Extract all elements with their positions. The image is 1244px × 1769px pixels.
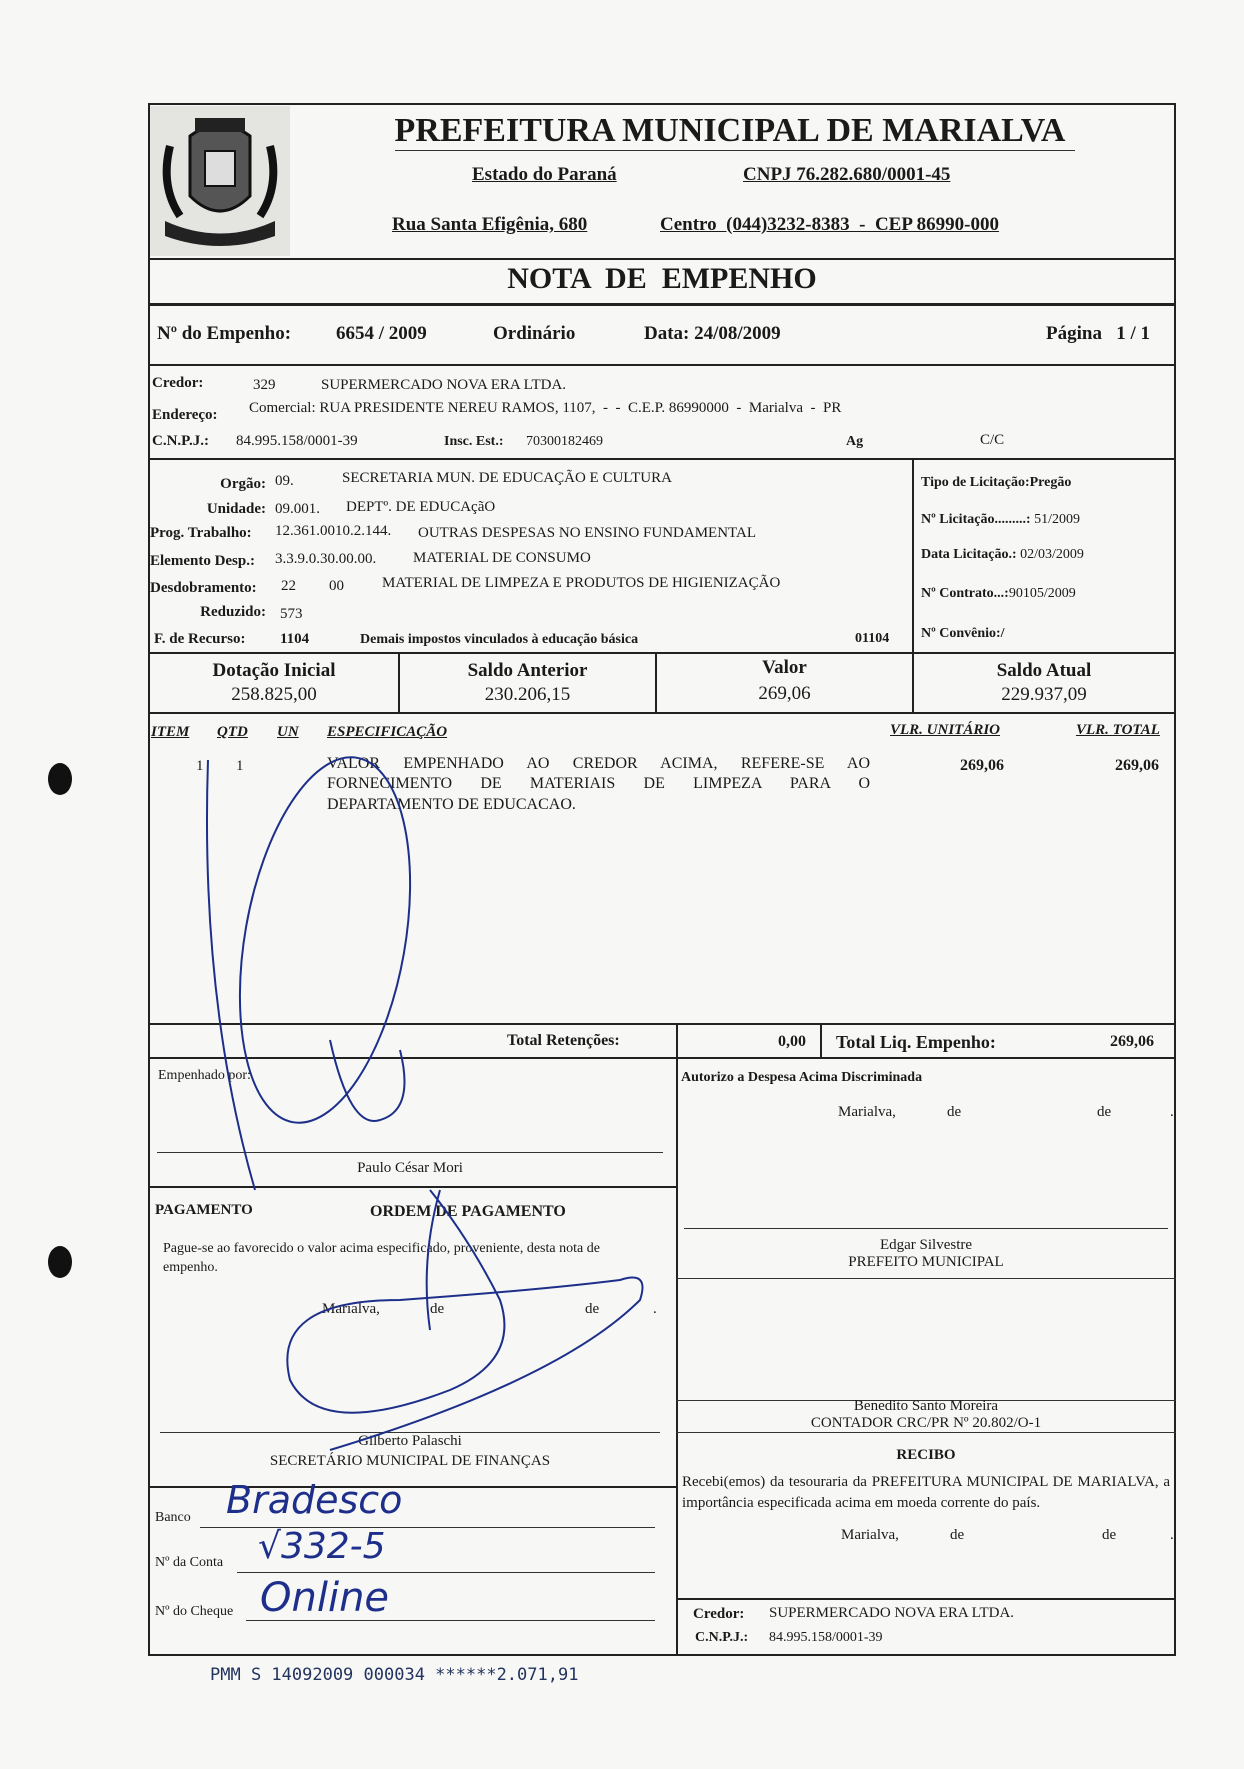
- tipo-licitacao: Tipo de Licitação:Pregão: [921, 475, 1072, 490]
- col-qtd: QTD: [217, 724, 248, 740]
- autorizo-title: Autorizo a Despesa Acima Discriminada: [681, 1070, 923, 1085]
- reduzido-value: 573: [280, 606, 303, 622]
- header-cnpj: CNPJ 76.282.680/0001-45: [743, 164, 951, 185]
- prefeito-role: PREFEITO MUNICIPAL: [848, 1254, 1004, 1270]
- fonte-ref: 01104: [855, 631, 890, 646]
- elemento-label: Elemento Desp.:: [150, 553, 255, 569]
- agencia-label: Ag: [846, 434, 864, 449]
- saldo-label-1: Saldo Anterior: [467, 660, 588, 681]
- unidade-label: Unidade:: [206, 501, 266, 517]
- conta-label: Nº da Conta: [155, 1555, 224, 1570]
- licitacao-number-label: Nº Licitação.........:: [921, 512, 1035, 527]
- col-vlr-total: VLR. TOTAL: [1076, 722, 1160, 738]
- retencoes-value: 0,00: [778, 1033, 806, 1050]
- item-number: 1: [196, 758, 204, 774]
- saldo-value-2: 269,06: [758, 683, 811, 704]
- empenhado-name: Paulo César Mori: [357, 1160, 463, 1176]
- pagamento-title: PAGAMENTO: [155, 1202, 253, 1218]
- col-spec: ESPECIFICAÇÃO: [327, 724, 448, 740]
- empenho-type: Ordinário: [493, 323, 576, 344]
- contador-name: Benedito Santo Moreira: [853, 1398, 999, 1414]
- saldo-value-3: 229.937,09: [1001, 684, 1087, 705]
- recibo-de2: de: [1102, 1527, 1117, 1543]
- item-vlr-unit: 269,06: [960, 757, 1004, 774]
- col-item: ITEM: [151, 724, 190, 740]
- item-spec-line-1: VALOR EMPENHADO AO CREDOR ACIMA, REFERE-SE AO: [327, 755, 870, 772]
- fonte-label: F. de Recurso:: [154, 631, 246, 647]
- insc-value: 70300182469: [526, 434, 603, 449]
- licitacao-date-value: 02/03/2009: [1020, 547, 1084, 562]
- contrato-value: 90105/2009: [1008, 586, 1076, 601]
- recibo-text: Recebi(emos) da tesouraria da PREFEITURA MUNICIPAL DE MARIALVA, a importância especificada acima em moeda corrente do país.: [682, 1474, 1170, 1511]
- recibo-credor-name: SUPERMERCADO NOVA ERA LTDA.: [769, 1605, 1015, 1621]
- item-qtd: 1: [236, 758, 244, 774]
- header-address: Rua Santa Efigênia, 680: [392, 214, 588, 235]
- licitacao-number-value: 51/2009: [1034, 512, 1080, 527]
- recibo-dot: .: [1170, 1527, 1174, 1543]
- banco-label: Banco: [155, 1510, 191, 1525]
- banco-handwritten: Bradesco: [226, 1478, 403, 1522]
- recibo-credor-label: Credor:: [693, 1606, 745, 1622]
- fonte-code: 1104: [280, 631, 310, 647]
- desdobramento-a: 22: [281, 578, 296, 594]
- licitacao-date-label: Data Licitação.:: [921, 547, 1021, 562]
- credor-label: Credor:: [152, 375, 204, 391]
- pagamento-place: Marialva,: [322, 1301, 380, 1317]
- secretario-role: SECRETÁRIO MUNICIPAL DE FINANÇAS: [269, 1453, 551, 1469]
- item-spec-line-3: DEPARTAMENTO DE EDUCACAO.: [327, 796, 576, 813]
- recibo-cnpj-value: 84.995.158/0001-39: [769, 1630, 883, 1645]
- autorizo-de1: de: [947, 1104, 962, 1120]
- prog-label: Prog. Trabalho:: [150, 525, 252, 541]
- contador-role: CONTADOR CRC/PR Nº 20.802/O-1: [810, 1415, 1042, 1431]
- elemento-code: 3.3.9.0.30.00.00.: [275, 551, 377, 567]
- recibo-place: Marialva,: [841, 1527, 899, 1543]
- page-number: Página 1 / 1: [1046, 323, 1150, 344]
- cheque-handwritten: Online: [260, 1575, 390, 1621]
- desdobramento-name: MATERIAL DE LIMPEZA E PRODUTOS DE HIGIENIZAÇÃO: [382, 575, 781, 591]
- convenio: Nº Convênio:/: [921, 626, 1005, 641]
- elemento-name: MATERIAL DE CONSUMO: [413, 550, 591, 566]
- credor-cnpj: 84.995.158/0001-39: [236, 433, 358, 449]
- empenho-label: Nº do Empenho:: [157, 323, 292, 344]
- orgao-label: Orgão:: [220, 476, 266, 492]
- reduzido-label: Reduzido:: [200, 604, 266, 620]
- header-contact: Centro (044)3232-8383 - CEP 86990-000: [660, 214, 999, 235]
- saldo-value-1: 230.206,15: [484, 684, 571, 705]
- ordem-title: ORDEM DE PAGAMENTO: [370, 1203, 566, 1220]
- col-un: UN: [277, 724, 299, 740]
- item-vlr-total: 269,06: [1115, 757, 1159, 774]
- cnpj-label: C.N.P.J.:: [152, 433, 209, 449]
- saldo-label-3: Saldo Atual: [996, 660, 1092, 681]
- liquido-value: 269,06: [1110, 1033, 1154, 1050]
- credor-name: SUPERMERCADO NOVA ERA LTDA.: [321, 377, 567, 393]
- unidade-code: 09.001.: [275, 501, 320, 517]
- desdobramento-label: Desdobramento:: [150, 580, 257, 596]
- empenho-date: Data: 24/08/2009: [644, 323, 781, 344]
- cheque-label: Nº do Cheque: [155, 1604, 234, 1619]
- saldo-value-0: 258.825,00: [231, 684, 317, 705]
- state-label: Estado do Paraná: [472, 164, 617, 185]
- pagamento-de2: de: [585, 1301, 600, 1317]
- orgao-code: 09.: [275, 473, 294, 489]
- credor-code: 329: [253, 377, 276, 393]
- unidade-name: DEPTº. DE EDUCAçãO: [346, 499, 496, 515]
- empenhado-label: Empenhado por:: [158, 1068, 251, 1083]
- endereco-label: Endereço:: [152, 407, 218, 423]
- machine-stamp: PMM S 14092009 000034 ******2.071,91: [210, 1665, 579, 1685]
- autorizo-dot: .: [1170, 1104, 1174, 1120]
- col-vlr-unit: VLR. UNITÁRIO: [890, 722, 1001, 738]
- credor-address: Comercial: RUA PRESIDENTE NEREU RAMOS, 1107, - - C.E.P. 86990000 - Marialva - PR: [249, 400, 842, 416]
- document-title: NOTA DE EMPENHO: [507, 262, 817, 295]
- conta-handwritten: √332-5: [258, 1526, 386, 1567]
- autorizo-place: Marialva,: [838, 1104, 896, 1120]
- recibo-cnpj-label: C.N.P.J.:: [695, 1630, 749, 1645]
- prefeito-name: Edgar Silvestre: [879, 1237, 973, 1253]
- item-spec-line-2: FORNECIMENTO DE MATERIAIS DE LIMPEZA PARA O: [327, 775, 870, 792]
- prog-name: OUTRAS DESPESAS NO ENSINO FUNDAMENTAL: [418, 525, 756, 541]
- recibo-title: RECIBO: [896, 1447, 956, 1463]
- page-title: PREFEITURA MUNICIPAL DE MARIALVA: [394, 112, 1066, 149]
- recibo-de1: de: [950, 1527, 965, 1543]
- conta-corrente-label: C/C: [980, 432, 1005, 448]
- pagamento-de1: de: [430, 1301, 445, 1317]
- saldo-label-2: Valor: [762, 657, 807, 678]
- pagamento-dot: .: [653, 1301, 657, 1317]
- desdobramento-b: 00: [329, 578, 344, 594]
- retencoes-label: Total Retenções:: [507, 1032, 620, 1049]
- autorizo-de2: de: [1097, 1104, 1112, 1120]
- empenho-number: 6654 / 2009: [336, 323, 427, 344]
- saldo-label-0: Dotação Inicial: [212, 660, 336, 681]
- insc-label: Insc. Est.:: [444, 434, 504, 449]
- liquido-label: Total Liq. Empenho:: [836, 1032, 996, 1052]
- orgao-name: SECRETARIA MUN. DE EDUCAÇÃO E CULTURA: [342, 470, 672, 486]
- fonte-name: Demais impostos vinculados à educação básica: [360, 632, 639, 647]
- contrato-label: Nº Contrato...:: [921, 586, 1009, 601]
- secretario-name: Gilberto Palaschi: [358, 1433, 462, 1449]
- pagamento-text: Pague-se ao favorecido o valor acima especificado, proveniente, desta nota de empenho.: [163, 1241, 600, 1275]
- prog-code: 12.361.0010.2.144.: [275, 523, 392, 539]
